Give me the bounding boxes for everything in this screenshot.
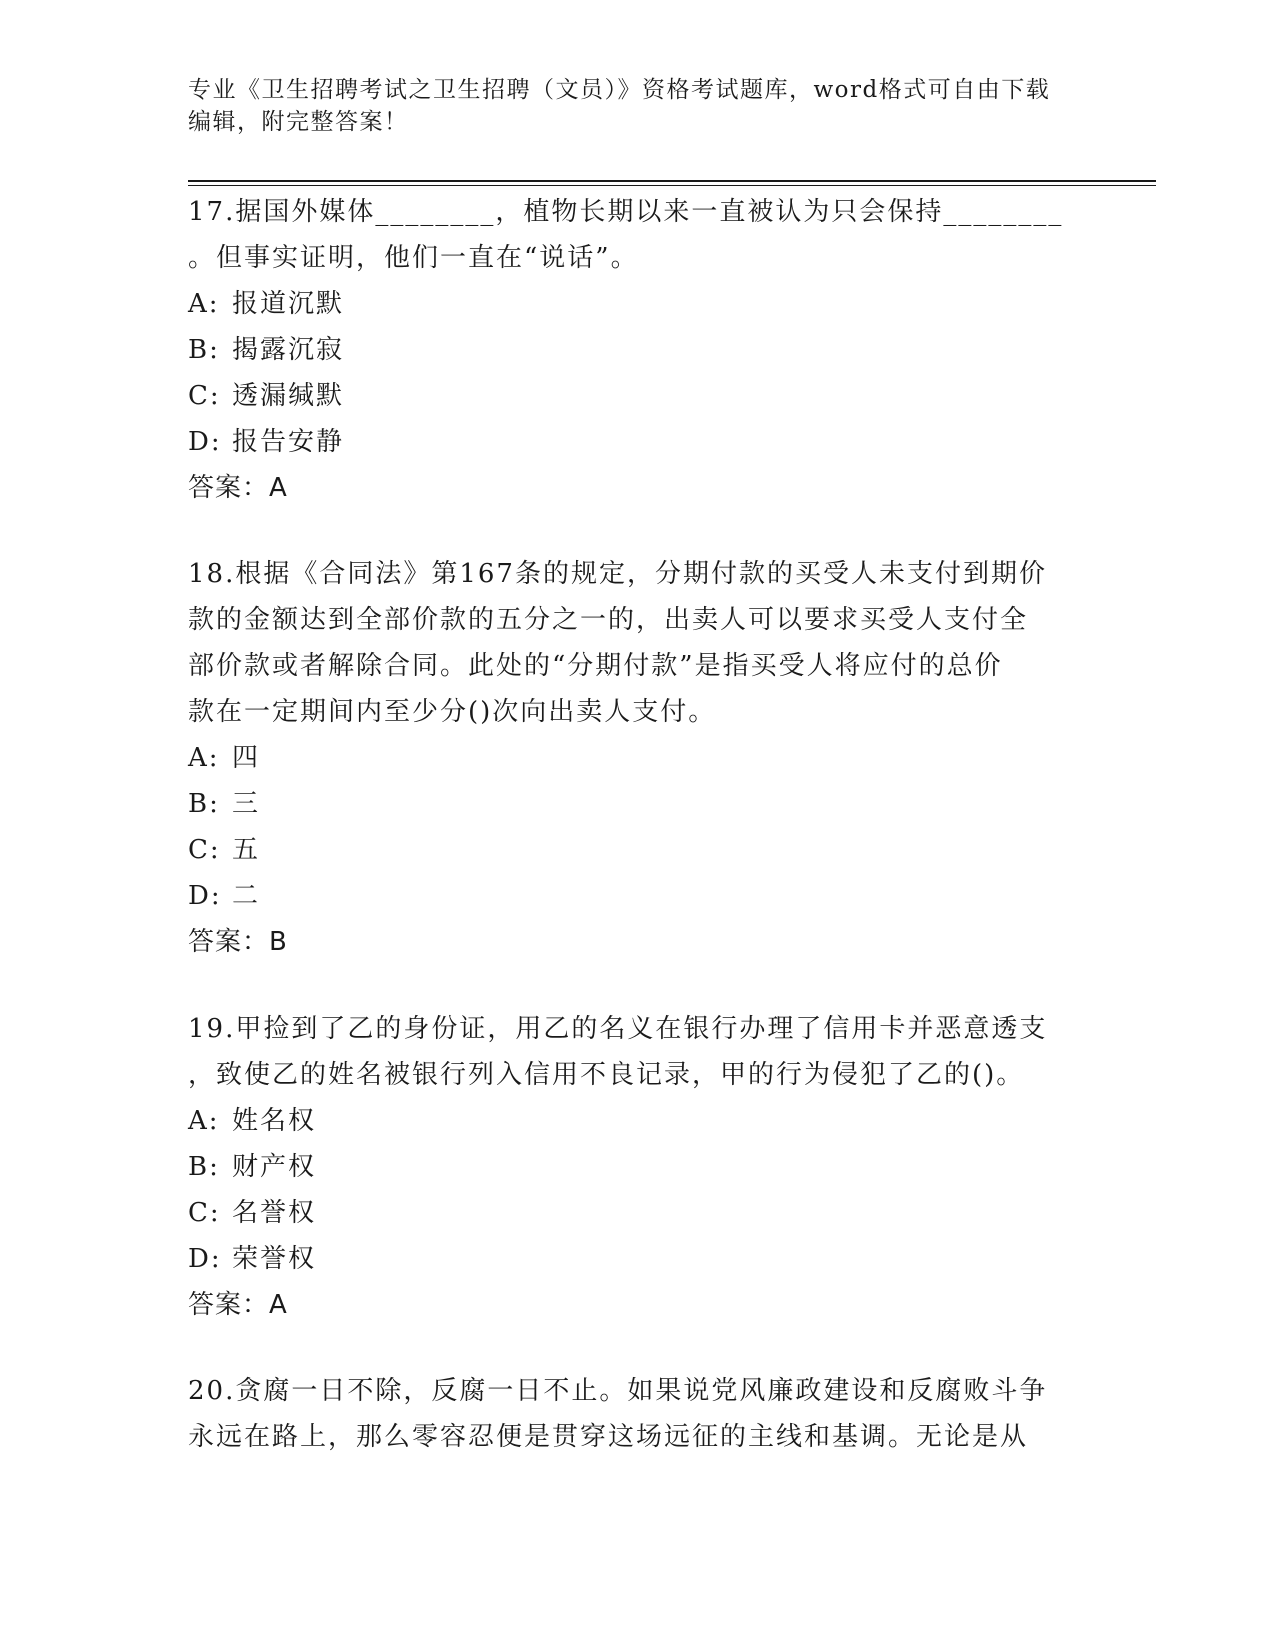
question-19 (188, 1006, 1088, 1328)
option-text: 揭露沉寂 (232, 335, 345, 365)
question-18 (188, 551, 1088, 965)
option-key: D: (188, 1244, 222, 1274)
answer-line: 答案：A (188, 1290, 288, 1320)
option-d (188, 1236, 1088, 1282)
answer-line: 答案：A (188, 473, 288, 503)
answer-line: 答案：B (188, 927, 288, 957)
option-key: A: (188, 1106, 220, 1136)
option-b (188, 781, 1088, 827)
option-c (188, 373, 1088, 419)
option-text: 五 (232, 835, 261, 865)
option-key: A: (188, 289, 220, 319)
option-key: C: (188, 835, 221, 865)
option-b (188, 327, 1088, 373)
question-stem-line: 18.根据《合同法》第167条的规定，分期付款的买受人未支付到期价 (188, 559, 1047, 589)
option-key: B: (188, 335, 220, 365)
header-line-2: 编辑，附完整答案！ (188, 109, 409, 135)
option-text: 三 (232, 789, 261, 819)
option-text: 透漏缄默 (232, 381, 345, 411)
header-divider-thick (188, 180, 1156, 182)
question-stem-line: 部价款或者解除合同。此处的“分期付款”是指买受人将应付的总价 (188, 651, 1003, 681)
option-c (188, 1190, 1088, 1236)
question-stem-line: 款在一定期间内至少分()次向出卖人支付。 (188, 697, 717, 727)
question-stem-line: 款的金额达到全部价款的五分之一的，出卖人可以要求买受人支付全 (188, 605, 1029, 635)
option-text: 名誉权 (232, 1198, 317, 1228)
option-c (188, 827, 1088, 873)
option-text: 四 (232, 743, 261, 773)
question-stem-line: ，致使乙的姓名被银行列入信用不良记录，甲的行为侵犯了乙的()。 (188, 1060, 1025, 1090)
option-d (188, 419, 1088, 465)
document-header (188, 74, 1068, 138)
option-d (188, 873, 1088, 919)
option-b (188, 1144, 1088, 1190)
header-line-1: 专业《卫生招聘考试之卫生招聘（文员）》资格考试题库，word格式可自由下载 (188, 77, 1051, 103)
question-stem-line: 永远在路上，那么零容忍便是贯穿这场远征的主线和基调。无论是从 (188, 1422, 1029, 1452)
question-stem-line: 20.贪腐一日不除，反腐一日不止。如果说党风廉政建设和反腐败斗争 (188, 1376, 1048, 1406)
option-a (188, 281, 1088, 327)
option-key: A: (188, 743, 220, 773)
question-stem-line: 19.甲捡到了乙的身份证，用乙的名义在银行办理了信用卡并恶意透支 (188, 1014, 1048, 1044)
option-a (188, 1098, 1088, 1144)
option-key: C: (188, 1198, 221, 1228)
option-key: D: (188, 427, 222, 457)
option-key: C: (188, 381, 221, 411)
option-key: D: (188, 881, 222, 911)
option-text: 姓名权 (232, 1106, 317, 1136)
option-text: 财产权 (232, 1152, 317, 1182)
option-text: 报道沉默 (232, 289, 345, 319)
option-key: B: (188, 789, 220, 819)
option-text: 报告安静 (232, 427, 345, 457)
option-text: 荣誉权 (232, 1244, 317, 1274)
option-text: 二 (232, 881, 261, 911)
question-stem-line: 。但事实证明，他们一直在“说话”。 (188, 243, 639, 273)
question-stem-line: 17.据国外媒体________，植物长期以来一直被认为只会保持________ (188, 197, 1064, 227)
question-17 (188, 189, 1088, 511)
option-a (188, 735, 1088, 781)
option-key: B: (188, 1152, 220, 1182)
question-20 (188, 1368, 1088, 1460)
header-divider-thin (188, 185, 1156, 186)
